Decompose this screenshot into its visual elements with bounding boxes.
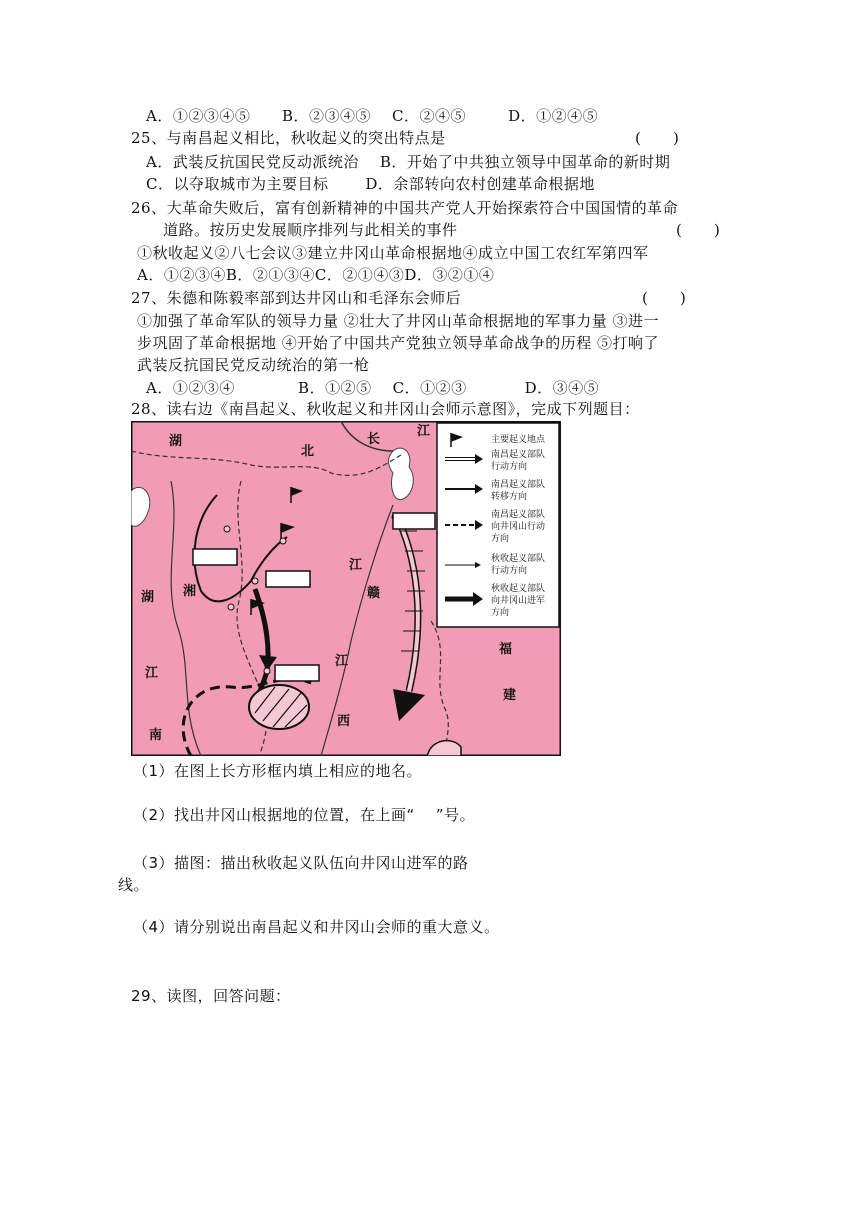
jinggangshan-base [249, 685, 309, 729]
q25-answer-paren: ( ) [635, 129, 680, 147]
legend-item-text: 方向 [491, 534, 510, 544]
map-legend [437, 423, 559, 627]
legend-item-text: 行动方向 [491, 462, 528, 472]
map-label-fu: 福 [499, 642, 513, 657]
town-dot [228, 604, 234, 610]
town-dot [252, 578, 258, 584]
q26-events: ①秋收起义②八七会议③建立井冈山革命根据地④成立中国工农红军第四军 [137, 244, 649, 262]
legend-item-text: 行动方向 [491, 566, 528, 576]
map-label-hu-south: 湖 [141, 590, 155, 605]
q27-answer-paren: ( ) [642, 289, 687, 307]
nanchang-autumn-harvest-jinggangshan-map [131, 421, 561, 756]
town-dot [280, 538, 286, 544]
q27-statements-line3: 武装反抗国民党反动统治的第一枪 [137, 356, 370, 374]
q27-statements-line1: ①加强了革命军队的领导力量 ②壮大了井冈山革命根据地的军事力量 ③进一 [137, 312, 660, 330]
q26-stem-line2: 道路。按历史发展顺序排列与此相关的事件 [163, 221, 458, 239]
q27-stem: 27、朱德和陈毅率部到达井冈山和毛泽东会师后 [131, 289, 462, 307]
blank-box[interactable] [193, 549, 237, 565]
legend-item-text: 转移方向 [491, 492, 528, 502]
blank-box[interactable] [393, 513, 435, 529]
q28-sub1: （1）在图上长方形框内填上相应的地名。 [133, 762, 423, 780]
map-label-xiang: 湘 [183, 584, 197, 599]
q26-stem-line1: 26、大革命失败后，富有创新精神的中国共产党人开始探索符合中国国情的革命 [131, 199, 679, 217]
map-label-chang: 长 [367, 432, 381, 447]
legend-item-text: 秋收起义部队 [491, 584, 546, 594]
map-label-gan: 赣 [367, 586, 381, 601]
lake-poyang [389, 448, 414, 499]
map-label-jiang-west: 江 [145, 666, 159, 681]
q28-sub3-line2: 线。 [118, 876, 150, 894]
q28-sub2: （2）找出井冈山根据地的位置，在上画“ ”号。 [133, 806, 476, 824]
map-label-jian: 建 [503, 688, 517, 703]
q28-sub4: （4）请分别说出南昌起义和井冈山会师的重大意义。 [133, 918, 500, 936]
town-dot [224, 526, 230, 532]
town-dot [264, 668, 270, 674]
q25-options-cd: C．以夺取城市为主要目标 D．余部转向农村创建革命根据地 [146, 175, 595, 193]
map-label-jiang-central: 江 [349, 558, 363, 573]
blank-box[interactable] [275, 665, 319, 681]
legend-item-text: 向井冈山进军 [491, 596, 546, 606]
legend-item-text: 主要起义地点 [491, 435, 546, 445]
legend-item-text: 南昌起义部队 [491, 510, 546, 520]
blank-box[interactable] [266, 571, 310, 587]
legend-item-text: 南昌起义部队 [491, 450, 546, 460]
q24-options: A．①②③④⑤ B．②③④⑤ C．②④⑤ D．①②④⑤ [146, 107, 599, 125]
map-label-bei: 北 [301, 444, 315, 459]
legend-item-text: 秋收起义部队 [491, 554, 546, 564]
q25-stem: 25、与南昌起义相比，秋收起义的突出特点是 [131, 129, 446, 147]
q28-stem: 28、读右边《南昌起义、秋收起义和井冈山会师示意图》，完成下列题目： [131, 400, 640, 418]
legend-item-text: 南昌起义部队 [491, 480, 546, 490]
q26-answer-paren: ( ) [676, 221, 721, 239]
map-label-jiang-south: 江 [335, 654, 349, 669]
legend-item-text: 方向 [491, 608, 510, 618]
q29-stem: 29、读图，回答问题： [131, 987, 291, 1005]
q27-options: A．①②③④ B．①②⑤ C．①②③ D．③④⑤ [146, 379, 600, 397]
map-label-nan: 南 [149, 728, 163, 743]
q27-statements-line2: 步巩固了革命根据地 ④开始了中国共产党独立领导革命战争的历程 ⑤打响了 [137, 334, 660, 352]
q26-options: A．①②③④B．②①③④C．②①④③D．③②①④ [137, 266, 495, 284]
legend-item-text: 向井冈山行动 [491, 522, 546, 532]
q28-sub3-line1: （3）描图：描出秋收起义队伍向井冈山进军的路 [133, 854, 469, 872]
map-label-jiang: 江 [417, 424, 431, 439]
map-label-xi: 西 [337, 714, 351, 729]
map-label-hu: 湖 [169, 434, 183, 449]
q25-options-ab: A．武装反抗国民党反动派统治 B．开始了中共独立领导中国革命的新时期 [146, 153, 671, 171]
